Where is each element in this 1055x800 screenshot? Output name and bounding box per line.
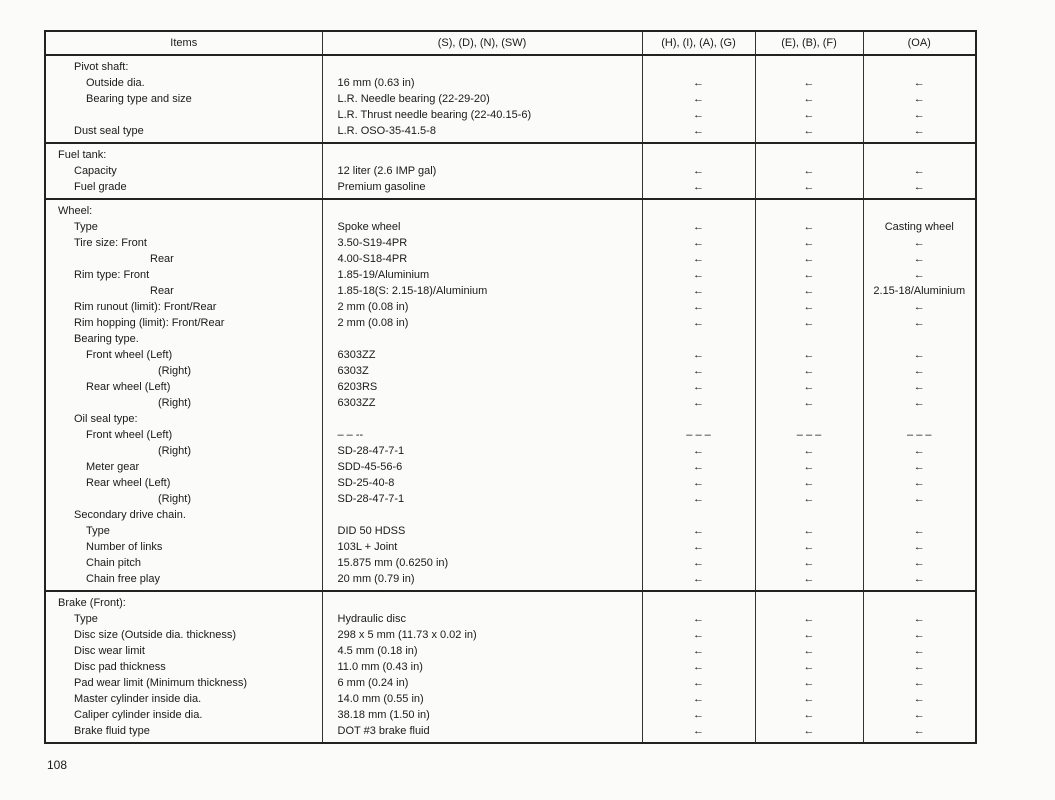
e-b-f-value-cell xyxy=(755,147,863,163)
item-cell: Pivot shaft: xyxy=(45,59,322,75)
h-i-a-g-value-cell: ← xyxy=(642,379,755,395)
standard-value-cell: Premium gasoline xyxy=(322,179,642,195)
standard-value-cell xyxy=(322,507,642,523)
e-b-f-value-cell: ← xyxy=(755,691,863,707)
e-b-f-value-cell: ← xyxy=(755,163,863,179)
e-b-f-value-cell: ← xyxy=(755,491,863,507)
item-cell: Rear wheel (Left) xyxy=(45,379,322,395)
item-cell: Rear wheel (Left) xyxy=(45,475,322,491)
standard-value-cell: SDD-45-56-6 xyxy=(322,459,642,475)
h-i-a-g-value-cell xyxy=(642,147,755,163)
spacer-cell xyxy=(45,739,322,743)
e-b-f-value-cell: ← xyxy=(755,707,863,723)
h-i-a-g-value-cell: ← xyxy=(642,443,755,459)
item-cell: Type xyxy=(45,523,322,539)
item-cell: Dust seal type xyxy=(45,123,322,139)
item-cell: Front wheel (Left) xyxy=(45,347,322,363)
oa-value-cell: ← xyxy=(863,491,976,507)
spacer-cell xyxy=(755,739,863,743)
e-b-f-value-cell: ← xyxy=(755,611,863,627)
spacer-cell xyxy=(642,739,755,743)
standard-value-cell: 298 x 5 mm (11.73 x 0.02 in) xyxy=(322,627,642,643)
standard-value-cell: 4.5 mm (0.18 in) xyxy=(322,643,642,659)
e-b-f-value-cell: ← xyxy=(755,315,863,331)
item-cell: Chain free play xyxy=(45,571,322,587)
standard-value-cell: SD-25-40-8 xyxy=(322,475,642,491)
table-row xyxy=(45,107,976,123)
e-b-f-value-cell: ← xyxy=(755,659,863,675)
e-b-f-value-cell: ← xyxy=(755,91,863,107)
e-b-f-value-cell xyxy=(755,331,863,347)
table-row xyxy=(45,379,976,395)
table-row xyxy=(45,595,976,611)
e-b-f-value-cell: ← xyxy=(755,571,863,587)
item-cell: Fuel tank: xyxy=(45,147,322,163)
table-row xyxy=(45,163,976,179)
oa-value-cell: ← xyxy=(863,395,976,411)
table-row xyxy=(45,59,976,75)
standard-value-cell xyxy=(322,59,642,75)
h-i-a-g-value-cell xyxy=(642,59,755,75)
e-b-f-value-cell: ← xyxy=(755,219,863,235)
e-b-f-value-cell xyxy=(755,411,863,427)
e-b-f-value-cell: ← xyxy=(755,75,863,91)
h-i-a-g-value-cell: ← xyxy=(642,347,755,363)
item-cell: Disc size (Outside dia. thickness) xyxy=(45,627,322,643)
table-row xyxy=(45,179,976,195)
standard-value-cell: 6203RS xyxy=(322,379,642,395)
item-cell: Type xyxy=(45,611,322,627)
item-cell: Chain pitch xyxy=(45,555,322,571)
h-i-a-g-value-cell xyxy=(642,507,755,523)
oa-value-cell: ← xyxy=(863,91,976,107)
item-cell: Front wheel (Left) xyxy=(45,427,322,443)
item-cell: Bearing type and size xyxy=(45,91,322,107)
h-i-a-g-value-cell: ← xyxy=(642,459,755,475)
standard-value-cell: 14.0 mm (0.55 in) xyxy=(322,691,642,707)
e-b-f-value-cell: ← xyxy=(755,555,863,571)
item-cell: Brake fluid type xyxy=(45,723,322,739)
table-row xyxy=(45,491,976,507)
e-b-f-value-cell xyxy=(755,203,863,219)
e-b-f-value-cell: ← xyxy=(755,539,863,555)
item-cell: Tire size: Front xyxy=(45,235,322,251)
item-cell: Meter gear xyxy=(45,459,322,475)
standard-value-cell: 6303ZZ xyxy=(322,347,642,363)
item-cell: Brake (Front): xyxy=(45,595,322,611)
h-i-a-g-value-cell: ← xyxy=(642,723,755,739)
table-row xyxy=(45,691,976,707)
spec-group xyxy=(45,143,976,199)
item-cell: Bearing type. xyxy=(45,331,322,347)
oa-value-cell: ← xyxy=(863,707,976,723)
h-i-a-g-value-cell: ← xyxy=(642,251,755,267)
group-spacer xyxy=(45,739,976,743)
item-cell xyxy=(45,107,322,123)
h-i-a-g-value-cell: ← xyxy=(642,179,755,195)
table-row xyxy=(45,267,976,283)
item-cell: Outside dia. xyxy=(45,75,322,91)
oa-value-cell: ← xyxy=(863,315,976,331)
oa-value-cell xyxy=(863,147,976,163)
oa-value-cell xyxy=(863,507,976,523)
standard-value-cell xyxy=(322,203,642,219)
h-i-a-g-value-cell: ← xyxy=(642,691,755,707)
standard-value-cell: SD-28-47-7-1 xyxy=(322,491,642,507)
oa-value-cell: ← xyxy=(863,75,976,91)
h-i-a-g-value-cell: ← xyxy=(642,363,755,379)
oa-value-cell xyxy=(863,331,976,347)
oa-value-cell: ← xyxy=(863,523,976,539)
e-b-f-value-cell xyxy=(755,595,863,611)
oa-value-cell xyxy=(863,595,976,611)
standard-value-cell: 2 mm (0.08 in) xyxy=(322,315,642,331)
standard-value-cell: 12 liter (2.6 IMP gal) xyxy=(322,163,642,179)
h-i-a-g-value-cell: ← xyxy=(642,163,755,179)
standard-value-cell xyxy=(322,147,642,163)
table-row xyxy=(45,411,976,427)
item-cell: Rim hopping (limit): Front/Rear xyxy=(45,315,322,331)
h-i-a-g-value-cell: ← xyxy=(642,627,755,643)
table-row xyxy=(45,707,976,723)
h-i-a-g-value-cell: ← xyxy=(642,491,755,507)
e-b-f-value-cell: ← xyxy=(755,107,863,123)
item-cell: Wheel: xyxy=(45,203,322,219)
header-items: Items xyxy=(45,31,322,55)
item-cell: (Right) xyxy=(45,363,322,379)
h-i-a-g-value-cell: ← xyxy=(642,75,755,91)
item-cell: (Right) xyxy=(45,491,322,507)
item-cell: Number of links xyxy=(45,539,322,555)
e-b-f-value-cell: ← xyxy=(755,723,863,739)
table-row xyxy=(45,643,976,659)
standard-value-cell: 11.0 mm (0.43 in) xyxy=(322,659,642,675)
oa-value-cell: ← xyxy=(863,475,976,491)
oa-value-cell xyxy=(863,411,976,427)
table-row xyxy=(45,627,976,643)
table-row xyxy=(45,395,976,411)
oa-value-cell: Casting wheel xyxy=(863,219,976,235)
e-b-f-value-cell: ← xyxy=(755,379,863,395)
oa-value-cell: ← xyxy=(863,299,976,315)
item-cell: Secondary drive chain. xyxy=(45,507,322,523)
table-row xyxy=(45,251,976,267)
h-i-a-g-value-cell: ← xyxy=(642,643,755,659)
oa-value-cell: ← xyxy=(863,627,976,643)
standard-value-cell: 38.18 mm (1.50 in) xyxy=(322,707,642,723)
spec-group xyxy=(45,199,976,591)
standard-value-cell: L.R. OSO-35-41.5-8 xyxy=(322,123,642,139)
standard-value-cell: Hydraulic disc xyxy=(322,611,642,627)
header-e-b-f: (E), (B), (F) xyxy=(755,31,863,55)
spec-group xyxy=(45,591,976,743)
specifications-table xyxy=(44,30,977,744)
table-row xyxy=(45,523,976,539)
table-row xyxy=(45,363,976,379)
standard-value-cell: L.R. Thrust needle bearing (22-40.15-6) xyxy=(322,107,642,123)
header-oa: (OA) xyxy=(863,31,976,55)
e-b-f-value-cell: ← xyxy=(755,123,863,139)
oa-value-cell: ← xyxy=(863,363,976,379)
item-cell: Pad wear limit (Minimum thickness) xyxy=(45,675,322,691)
oa-value-cell: ← xyxy=(863,611,976,627)
standard-value-cell: 15.875 mm (0.6250 in) xyxy=(322,555,642,571)
standard-value-cell: 20 mm (0.79 in) xyxy=(322,571,642,587)
header-s-d-n-sw: (S), (D), (N), (SW) xyxy=(322,31,642,55)
spacer-cell xyxy=(322,739,642,743)
table-row xyxy=(45,459,976,475)
h-i-a-g-value-cell xyxy=(642,411,755,427)
standard-value-cell: 6303Z xyxy=(322,363,642,379)
item-cell: Disc pad thickness xyxy=(45,659,322,675)
table-row xyxy=(45,123,976,139)
table-row xyxy=(45,235,976,251)
standard-value-cell: 1.85-19/Aluminium xyxy=(322,267,642,283)
oa-value-cell: – – – xyxy=(863,427,976,443)
standard-value-cell: 1.85-18(S: 2.15-18)/Aluminium xyxy=(322,283,642,299)
oa-value-cell: ← xyxy=(863,163,976,179)
oa-value-cell: ← xyxy=(863,571,976,587)
standard-value-cell: 6 mm (0.24 in) xyxy=(322,675,642,691)
standard-value-cell: SD-28-47-7-1 xyxy=(322,443,642,459)
oa-value-cell: ← xyxy=(863,347,976,363)
table-row xyxy=(45,347,976,363)
item-cell: Capacity xyxy=(45,163,322,179)
oa-value-cell: ← xyxy=(863,723,976,739)
oa-value-cell: ← xyxy=(863,267,976,283)
h-i-a-g-value-cell: ← xyxy=(642,299,755,315)
oa-value-cell xyxy=(863,203,976,219)
item-cell: Rim runout (limit): Front/Rear xyxy=(45,299,322,315)
e-b-f-value-cell: ← xyxy=(755,643,863,659)
standard-value-cell: 2 mm (0.08 in) xyxy=(322,299,642,315)
oa-value-cell: ← xyxy=(863,643,976,659)
h-i-a-g-value-cell: ← xyxy=(642,219,755,235)
table-row xyxy=(45,315,976,331)
e-b-f-value-cell: ← xyxy=(755,675,863,691)
h-i-a-g-value-cell: ← xyxy=(642,315,755,331)
table-row xyxy=(45,723,976,739)
h-i-a-g-value-cell xyxy=(642,203,755,219)
e-b-f-value-cell: ← xyxy=(755,179,863,195)
e-b-f-value-cell: ← xyxy=(755,299,863,315)
standard-value-cell xyxy=(322,411,642,427)
item-cell: (Right) xyxy=(45,395,322,411)
oa-value-cell: ← xyxy=(863,659,976,675)
table-row xyxy=(45,507,976,523)
h-i-a-g-value-cell: ← xyxy=(642,659,755,675)
oa-value-cell: ← xyxy=(863,539,976,555)
table-row xyxy=(45,539,976,555)
item-cell: (Right) xyxy=(45,443,322,459)
h-i-a-g-value-cell: ← xyxy=(642,267,755,283)
standard-value-cell: 16 mm (0.63 in) xyxy=(322,75,642,91)
standard-value-cell: DOT #3 brake fluid xyxy=(322,723,642,739)
e-b-f-value-cell: ← xyxy=(755,627,863,643)
table-row xyxy=(45,147,976,163)
h-i-a-g-value-cell: ← xyxy=(642,395,755,411)
h-i-a-g-value-cell xyxy=(642,595,755,611)
h-i-a-g-value-cell: ← xyxy=(642,675,755,691)
e-b-f-value-cell: ← xyxy=(755,251,863,267)
h-i-a-g-value-cell: ← xyxy=(642,235,755,251)
h-i-a-g-value-cell: ← xyxy=(642,555,755,571)
table-row xyxy=(45,675,976,691)
table-row xyxy=(45,427,976,443)
oa-value-cell: ← xyxy=(863,443,976,459)
table-row xyxy=(45,443,976,459)
item-cell: Caliper cylinder inside dia. xyxy=(45,707,322,723)
table-row xyxy=(45,659,976,675)
spec-group xyxy=(45,55,976,143)
item-cell: Fuel grade xyxy=(45,179,322,195)
table-row xyxy=(45,555,976,571)
e-b-f-value-cell xyxy=(755,507,863,523)
h-i-a-g-value-cell: ← xyxy=(642,283,755,299)
table-row xyxy=(45,75,976,91)
h-i-a-g-value-cell: ← xyxy=(642,123,755,139)
table-row xyxy=(45,91,976,107)
h-i-a-g-value-cell: ← xyxy=(642,523,755,539)
table-row xyxy=(45,299,976,315)
h-i-a-g-value-cell: ← xyxy=(642,611,755,627)
standard-value-cell xyxy=(322,595,642,611)
h-i-a-g-value-cell: ← xyxy=(642,475,755,491)
h-i-a-g-value-cell: ← xyxy=(642,707,755,723)
e-b-f-value-cell: ← xyxy=(755,523,863,539)
e-b-f-value-cell xyxy=(755,59,863,75)
table-row xyxy=(45,611,976,627)
header-h-i-a-g: (H), (I), (A), (G) xyxy=(642,31,755,55)
table-row xyxy=(45,571,976,587)
e-b-f-value-cell: ← xyxy=(755,347,863,363)
standard-value-cell xyxy=(322,331,642,347)
item-cell: Master cylinder inside dia. xyxy=(45,691,322,707)
item-cell: Rim type: Front xyxy=(45,267,322,283)
standard-value-cell: 3.50-S19-4PR xyxy=(322,235,642,251)
table-row xyxy=(45,283,976,299)
oa-value-cell: ← xyxy=(863,107,976,123)
e-b-f-value-cell: ← xyxy=(755,283,863,299)
e-b-f-value-cell: ← xyxy=(755,475,863,491)
item-cell: Type xyxy=(45,219,322,235)
oa-value-cell: ← xyxy=(863,691,976,707)
e-b-f-value-cell: ← xyxy=(755,363,863,379)
oa-value-cell: ← xyxy=(863,251,976,267)
oa-value-cell: ← xyxy=(863,379,976,395)
oa-value-cell: ← xyxy=(863,459,976,475)
e-b-f-value-cell: ← xyxy=(755,443,863,459)
table-row xyxy=(45,203,976,219)
standard-value-cell: Spoke wheel xyxy=(322,219,642,235)
standard-value-cell: 4.00-S18-4PR xyxy=(322,251,642,267)
oa-value-cell: ← xyxy=(863,235,976,251)
table-row xyxy=(45,475,976,491)
oa-value-cell: ← xyxy=(863,675,976,691)
oa-value-cell: ← xyxy=(863,555,976,571)
item-cell: Rear xyxy=(45,251,322,267)
e-b-f-value-cell: ← xyxy=(755,235,863,251)
header-row xyxy=(45,31,976,55)
standard-value-cell: DID 50 HDSS xyxy=(322,523,642,539)
e-b-f-value-cell: ← xyxy=(755,267,863,283)
standard-value-cell: 6303ZZ xyxy=(322,395,642,411)
h-i-a-g-value-cell xyxy=(642,331,755,347)
e-b-f-value-cell: ← xyxy=(755,395,863,411)
table-row xyxy=(45,219,976,235)
standard-value-cell: L.R. Needle bearing (22-29-20) xyxy=(322,91,642,107)
e-b-f-value-cell: – – – xyxy=(755,427,863,443)
item-cell: Oil seal type: xyxy=(45,411,322,427)
oa-value-cell: 2.15-18/Aluminium xyxy=(863,283,976,299)
table-row xyxy=(45,331,976,347)
oa-value-cell: ← xyxy=(863,179,976,195)
item-cell: Rear xyxy=(45,283,322,299)
e-b-f-value-cell: ← xyxy=(755,459,863,475)
h-i-a-g-value-cell: ← xyxy=(642,91,755,107)
spacer-cell xyxy=(863,739,976,743)
oa-value-cell xyxy=(863,59,976,75)
standard-value-cell: 103L + Joint xyxy=(322,539,642,555)
standard-value-cell: – – -- xyxy=(322,427,642,443)
h-i-a-g-value-cell: ← xyxy=(642,571,755,587)
h-i-a-g-value-cell: ← xyxy=(642,107,755,123)
h-i-a-g-value-cell: ← xyxy=(642,539,755,555)
page-number: 108 xyxy=(47,758,68,772)
oa-value-cell: ← xyxy=(863,123,976,139)
h-i-a-g-value-cell: – – – xyxy=(642,427,755,443)
item-cell: Disc wear limit xyxy=(45,643,322,659)
